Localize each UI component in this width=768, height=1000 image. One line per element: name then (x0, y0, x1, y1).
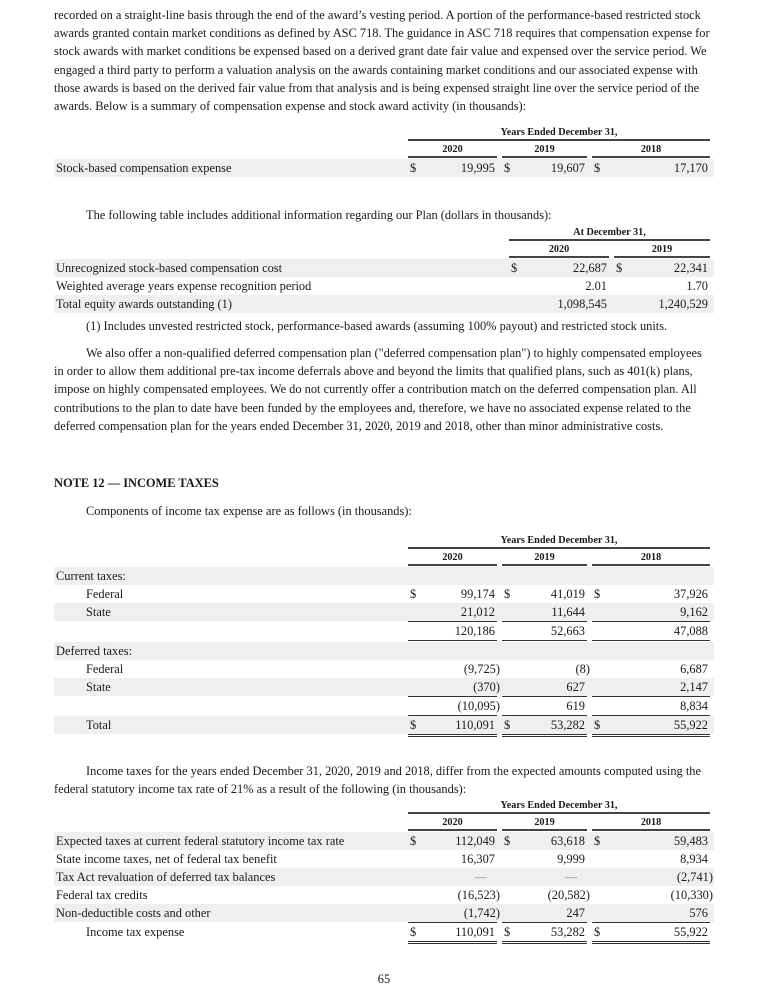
row-label: Federal (86, 662, 124, 676)
cell-2018 (592, 868, 713, 886)
row-label: State (86, 680, 111, 694)
currency-symbol: $ (504, 161, 511, 175)
cell-value: 8,834 (680, 699, 708, 713)
reconciliation-intro-text: Income taxes for the years ended December 31, 2020, 2019 and 2018, differ from the expected amounts computed using the federal statutory income tax rate of 21% as a result of the following (in thousands): (54, 764, 701, 797)
cell-value: (10,330) (670, 888, 713, 902)
cell-value: 576 (689, 906, 708, 920)
cell-value: (370) (473, 680, 500, 694)
cell-2020 (408, 923, 497, 944)
table-row (54, 585, 714, 603)
cell-2020 (408, 603, 497, 622)
cell-value: 55,922 (673, 718, 708, 732)
plan-intro-text: The following table includes additional information regarding our Plan (dollars in thousands): (86, 208, 552, 222)
cell-value: 1,098,545 (557, 297, 607, 311)
cell-2018 (592, 716, 710, 737)
column-header-2020: 2020 (408, 552, 497, 566)
cell-2019 (502, 716, 587, 737)
table-row (54, 660, 714, 678)
cell-2019 (502, 886, 590, 904)
row-label: Tax Act revaluation of deferred tax balances (56, 870, 276, 884)
table-row (54, 277, 714, 295)
table-group-header: Years Ended December 31, (408, 127, 710, 141)
currency-symbol: $ (594, 925, 601, 939)
currency-symbol: $ (511, 261, 518, 275)
currency-symbol: $ (504, 587, 511, 601)
cell-value: 120,186 (454, 624, 495, 638)
column-header-2019: 2019 (614, 244, 710, 258)
cell-value: 37,926 (673, 587, 708, 601)
cell-2019 (502, 697, 587, 716)
cell-value: 2.01 (585, 279, 607, 293)
cell-2019 (502, 868, 587, 886)
cell-value: 627 (566, 680, 585, 694)
cell-value: 9,999 (557, 852, 585, 866)
cell-2020 (408, 697, 500, 716)
table-row (54, 159, 714, 177)
currency-symbol: $ (410, 718, 417, 732)
cell-value: (10,095) (457, 699, 500, 713)
row-label: Federal (86, 587, 124, 601)
total-row (54, 716, 714, 734)
cell-2018 (592, 159, 710, 177)
cell-value: 2,147 (680, 680, 708, 694)
cell-2020 (408, 904, 500, 923)
row-label: Total equity awards outstanding (1) (56, 297, 233, 311)
cell-value: 247 (566, 906, 585, 920)
row-label: Current taxes: (56, 569, 126, 583)
table-row (54, 603, 714, 621)
cell-2019 (502, 603, 587, 622)
column-header-2019: 2019 (502, 552, 587, 566)
table-row (54, 678, 714, 696)
cell-2018 (592, 886, 713, 904)
currency-symbol: $ (504, 834, 511, 848)
cell-2018 (592, 660, 710, 678)
cell-value: (20,582) (547, 888, 590, 902)
table-row (54, 642, 714, 660)
table-group-header: Years Ended December 31, (408, 535, 710, 549)
currency-symbol: $ (410, 587, 417, 601)
cell-2020 (408, 868, 497, 886)
cell-value: 22,687 (572, 261, 607, 275)
cell-value: 99,174 (460, 587, 495, 601)
table-row (54, 904, 714, 922)
row-label: Unrecognized stock-based compensation cost (56, 261, 283, 275)
table-row (54, 886, 714, 904)
table-row (54, 850, 714, 868)
cell-2020 (408, 660, 500, 678)
cell-value: 22,341 (673, 261, 708, 275)
cell-2018 (592, 622, 710, 641)
cell-2020 (408, 832, 497, 850)
row-label: Stock-based compensation expense (56, 161, 232, 175)
column-header-2019: 2019 (502, 144, 587, 158)
column-header-2018: 2018 (592, 552, 710, 566)
row-label: Income tax expense (86, 925, 185, 939)
footnote: (1) Includes unvested restricted stock, performance-based awards (assuming 100% payout) and restricted stock units. (86, 319, 668, 333)
currency-symbol: $ (594, 161, 601, 175)
cell-value: 11,644 (551, 605, 585, 619)
cell-value: 6,687 (680, 662, 708, 676)
cell-value: — (564, 870, 577, 884)
cell-2019 (614, 259, 710, 277)
cell-2018 (592, 603, 710, 622)
currency-symbol: $ (504, 925, 511, 939)
cell-2019 (614, 295, 710, 313)
cell-2020 (408, 159, 497, 177)
subtotal-row (54, 697, 714, 715)
cell-2019 (502, 660, 590, 678)
cell-2020 (509, 295, 609, 313)
cell-value: (1,742) (463, 906, 500, 920)
cell-value: 1,240,529 (658, 297, 708, 311)
cell-2020 (408, 886, 500, 904)
cell-2018 (592, 585, 710, 603)
components-intro-text: Components of income tax expense are as follows (in thousands): (86, 504, 412, 518)
cell-value: 41,019 (550, 587, 585, 601)
row-label: State (86, 605, 111, 619)
cell-2019 (502, 904, 587, 923)
cell-value: 16,307 (460, 852, 495, 866)
cell-value: — (474, 870, 487, 884)
row-label: Non-deductible costs and other (56, 906, 211, 920)
row-label: Expected taxes at current federal statutory income tax rate (56, 834, 345, 848)
cell-value: 47,088 (673, 624, 708, 638)
cell-value: (8) (575, 662, 590, 676)
row-label: Weighted average years expense recognition period (56, 279, 312, 293)
cell-value: 52,663 (550, 624, 585, 638)
cell-2020 (509, 277, 609, 295)
column-header-2018: 2018 (592, 144, 710, 158)
cell-value: 19,995 (460, 161, 495, 175)
cell-2019 (502, 159, 587, 177)
intro-paragraph: recorded on a straight-line basis through the end of the award’s vesting period. A portion of the performance-based restricted stock awards granted contain market conditions as defined by ASC 718. The guidance in ASC 718 requires that compensation expense for stock awards with market conditions be expensed based on a derived grant date fair value and expensed over the service period. We engaged a third party to perform a valuation analysis on the awards containing market conditions and our associated expense with those awards is based on the derived fair value from that analysis and is being expensed straight line over the service period of the awards. Below is a summary of compensation expense and stock award activity (in thousands): (54, 8, 710, 114)
cell-2019 (502, 850, 587, 868)
page-number: 65 (377, 972, 391, 986)
table-row (54, 868, 714, 886)
cell-2018 (592, 832, 710, 850)
column-header-2020: 2020 (509, 244, 609, 258)
currency-symbol: $ (410, 834, 417, 848)
cell-2019 (502, 923, 587, 944)
column-header-2019: 2019 (502, 817, 587, 831)
currency-symbol: $ (594, 834, 601, 848)
cell-value: 110,091 (455, 925, 495, 939)
cell-2020 (509, 259, 609, 277)
cell-2019 (614, 277, 710, 295)
cell-2019 (502, 678, 587, 697)
cell-value: 55,922 (673, 925, 708, 939)
deferred-compensation-paragraph: We also offer a non-qualified deferred compensation plan ("deferred compensation plan") to highly compensated employees in order to allow them additional pre-tax income deferrals above and beyond the limits that qualified plans, such as 401(k) plans, impose on highly compensated employees. We do not currently offer a contribution match on the deferred compensation plan. All contributions to the plan to date have been funded by the employees and, therefore, we have no associated expense related to the deferred compensation plan for the years ended December 31, 2020, 2019 and 2018, other than minor administrative costs. (54, 346, 702, 433)
cell-value: (9,725) (463, 662, 500, 676)
cell-value: 17,170 (673, 161, 708, 175)
cell-2018 (592, 923, 710, 944)
column-header-2018: 2018 (592, 817, 710, 831)
cell-value: 9,162 (680, 605, 708, 619)
column-header-2020: 2020 (408, 817, 497, 831)
cell-2020 (408, 622, 497, 641)
table-row (54, 259, 714, 277)
cell-2018 (592, 904, 710, 923)
subtotal-row (54, 622, 714, 640)
cell-2018 (592, 678, 710, 697)
cell-2019 (502, 832, 587, 850)
table-row (54, 567, 714, 585)
cell-value: 19,607 (550, 161, 585, 175)
cell-2020 (408, 716, 497, 737)
cell-value: 1.70 (686, 279, 708, 293)
total-row (54, 923, 714, 941)
cell-value: 110,091 (455, 718, 495, 732)
row-label: State income taxes, net of federal tax benefit (56, 852, 277, 866)
cell-2018 (592, 850, 710, 868)
cell-2020 (408, 850, 497, 868)
currency-symbol: $ (410, 925, 417, 939)
cell-2019 (502, 622, 587, 641)
cell-2018 (592, 697, 710, 716)
cell-value: 53,282 (550, 718, 585, 732)
currency-symbol: $ (504, 718, 511, 732)
currency-symbol: $ (616, 261, 623, 275)
table-group-header: Years Ended December 31, (408, 800, 710, 814)
table-row (54, 832, 714, 850)
table-row (54, 295, 714, 313)
currency-symbol: $ (410, 161, 417, 175)
cell-value: 619 (566, 699, 585, 713)
cell-value: (16,523) (457, 888, 500, 902)
cell-value: 59,483 (673, 834, 708, 848)
cell-value: 63,618 (550, 834, 585, 848)
column-header-2020: 2020 (408, 144, 497, 158)
currency-symbol: $ (594, 587, 601, 601)
row-label: Federal tax credits (56, 888, 148, 902)
cell-value: 53,282 (550, 925, 585, 939)
cell-2020 (408, 678, 500, 697)
row-label: Deferred taxes: (56, 644, 133, 658)
cell-value: 112,049 (455, 834, 495, 848)
cell-value: 8,934 (680, 852, 708, 866)
row-label: Total (86, 718, 112, 732)
cell-value: (2,741) (676, 870, 713, 884)
note-title: NOTE 12 — INCOME TAXES (54, 476, 219, 490)
cell-2019 (502, 585, 587, 603)
cell-value: 21,012 (460, 605, 495, 619)
currency-symbol: $ (594, 718, 601, 732)
cell-2020 (408, 585, 497, 603)
table-group-header: At December 31, (509, 227, 710, 241)
